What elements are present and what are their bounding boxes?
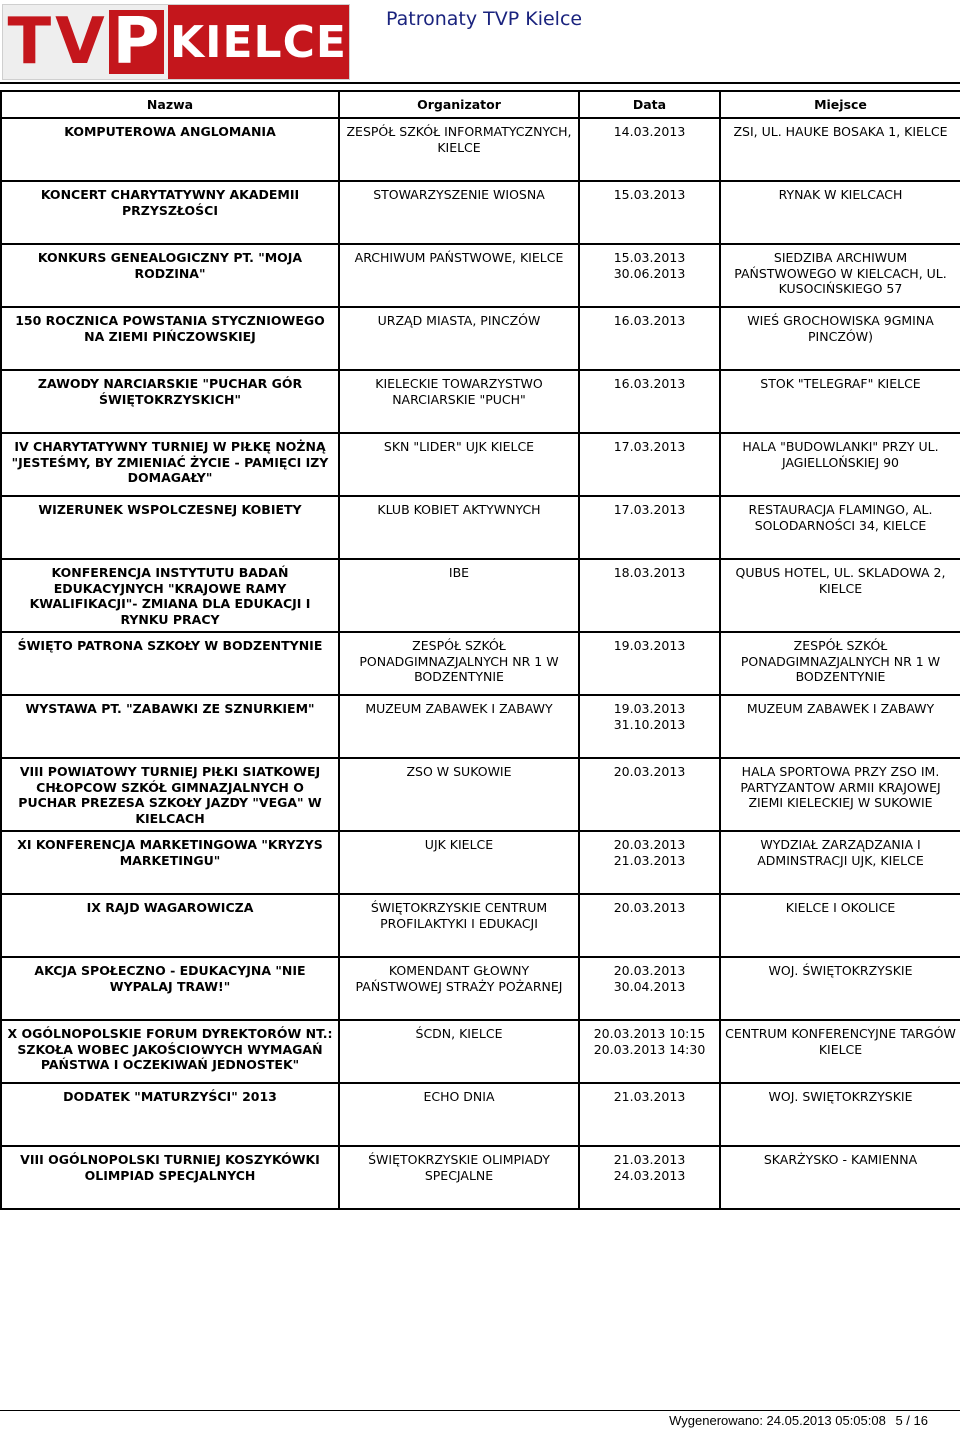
event-name-cell: ŚWIĘTO PATRONA SZKOŁY W BODZENTYNIE: [1, 632, 339, 695]
page-header: [0, 0, 960, 84]
table-row: [1, 1020, 960, 1083]
organizer-cell: ARCHIWUM PAŃSTWOWE, KIELCE: [339, 244, 579, 307]
date-cell: [579, 831, 720, 894]
patronage-table: [0, 90, 960, 1210]
date-value: 18.03.2013: [613, 565, 686, 580]
organizer-cell: ZESPÓŁ SZKÓŁ INFORMATYCZNYCH, KIELCE: [339, 118, 579, 181]
date-cell: [579, 559, 720, 632]
date-cell: [579, 1146, 720, 1209]
generated-timestamp: Wygenerowano: 24.05.2013 05:05:08: [669, 1413, 886, 1428]
column-header-organizer: Organizator: [339, 91, 579, 118]
date-value: 30.06.2013: [613, 265, 686, 281]
date-value: 16.03.2013: [613, 313, 686, 328]
page-title: Patronaty TVP Kielce: [386, 8, 583, 30]
place-cell: RYNAK W KIELCACH: [720, 181, 960, 244]
place-cell: QUBUS HOTEL, UL. SKLADOWA 2, KIELCE: [720, 559, 960, 632]
place-cell: WOJ. ŚWIĘTOKRZYSKIE: [720, 957, 960, 1020]
table-row: [1, 370, 960, 433]
organizer-cell: STOWARZYSZENIE WIOSNA: [339, 181, 579, 244]
event-name-cell: VIII POWIATOWY TURNIEJ PIŁKI SIATKOWEJ CHŁOPCOW SZKÓŁ GIMNAZJALNYCH O PUCHAR PREZESA SZKOŁY JAZDY "VEGA" W KIELCACH: [1, 758, 339, 831]
place-cell: WIEŚ GROCHOWISKA 9GMINA PINCZÓW): [720, 307, 960, 370]
table-row: [1, 957, 960, 1020]
date-value: 17.03.2013: [613, 502, 686, 517]
date-value: 19.03.2013: [613, 638, 686, 653]
date-cell: [579, 181, 720, 244]
organizer-cell: KOMENDANT GŁOWNY PAŃSTWOWEJ STRAŻY POŻARNEJ: [339, 957, 579, 1020]
date-cell: [579, 496, 720, 559]
date-value: 21.03.2013: [613, 1152, 686, 1167]
organizer-cell: KIELECKIE TOWARZYSTWO NARCIARSKIE "PUCH": [339, 370, 579, 433]
date-cell: [579, 118, 720, 181]
date-value: 19.03.2013: [613, 701, 686, 716]
organizer-cell: IBE: [339, 559, 579, 632]
date-cell: [579, 244, 720, 307]
place-cell: ZSI, UL. HAUKE BOSAKA 1, KIELCE: [720, 118, 960, 181]
column-header-place: Miejsce: [720, 91, 960, 118]
place-cell: CENTRUM KONFERENCYJNE TARGÓW KIELCE: [720, 1020, 960, 1083]
table-row: [1, 831, 960, 894]
tvp-logo-mark: T V P: [3, 5, 168, 79]
organizer-cell: ECHO DNIA: [339, 1083, 579, 1146]
event-name-cell: WIZERUNEK WSPOLCZESNEJ KOBIETY: [1, 496, 339, 559]
date-value: 20.03.2013 14:30: [593, 1041, 706, 1057]
organizer-cell: URZĄD MIASTA, PINCZÓW: [339, 307, 579, 370]
event-name-cell: WYSTAWA PT. "ZABAWKI ZE SZNURKIEM": [1, 695, 339, 758]
date-value: 30.04.2013: [613, 978, 686, 994]
tvp-kielce-logo: [2, 4, 350, 80]
date-value: 20.03.2013: [613, 963, 686, 978]
table-row: [1, 695, 960, 758]
place-cell: SIEDZIBA ARCHIWUM PAŃSTWOWEGO W KIELCACH, UL. KUSOCIŃSKIEGO 57: [720, 244, 960, 307]
date-value: 16.03.2013: [613, 376, 686, 391]
table-row: [1, 307, 960, 370]
event-name-cell: KOMPUTEROWA ANGLOMANIA: [1, 118, 339, 181]
date-cell: [579, 1083, 720, 1146]
event-name-cell: KONKURS GENEALOGICZNY PT. "MOJA RODZINA": [1, 244, 339, 307]
column-header-date: Data: [579, 91, 720, 118]
date-cell: [579, 758, 720, 831]
date-value: 21.03.2013: [613, 852, 686, 868]
table-row: [1, 632, 960, 695]
table-row: [1, 1146, 960, 1209]
header-divider: [0, 82, 960, 84]
date-cell: [579, 1020, 720, 1083]
date-cell: [579, 894, 720, 957]
place-cell: HALA SPORTOWA PRZY ZSO IM. PARTYZANTOW ARMII KRAJOWEJ ZIEMI KIELECKIEJ W SUKOWIE: [720, 758, 960, 831]
place-cell: HALA "BUDOWLANKI" PRZY UL. JAGIELLOŃSKIEJ 90: [720, 433, 960, 496]
event-name-cell: IX RAJD WAGAROWICZA: [1, 894, 339, 957]
event-name-cell: KONFERENCJA INSTYTUTU BADAŃ EDUKACYJNYCH "KRAJOWE RAMY KWALIFIKACJI"- ZMIANA DLA EDUKACJI I RYNKU PRACY: [1, 559, 339, 632]
date-value: 17.03.2013: [613, 439, 686, 454]
table-row: [1, 559, 960, 632]
date-value: 21.03.2013: [613, 1089, 686, 1104]
date-cell: [579, 370, 720, 433]
date-cell: [579, 695, 720, 758]
table-row: [1, 244, 960, 307]
event-name-cell: AKCJA SPOŁECZNO - EDUKACYJNA "NIE WYPALAJ TRAW!": [1, 957, 339, 1020]
organizer-cell: KLUB KOBIET AKTYWNYCH: [339, 496, 579, 559]
date-value: 20.03.2013 10:15: [593, 1026, 706, 1041]
date-value: 24.03.2013: [613, 1167, 686, 1183]
date-value: 15.03.2013: [613, 187, 686, 202]
table-row: [1, 894, 960, 957]
organizer-cell: ŚWIĘTOKRZYSKIE OLIMPIADY SPECJALNE: [339, 1146, 579, 1209]
table-row: [1, 1083, 960, 1146]
organizer-cell: ZESPÓŁ SZKÓŁ PONADGIMNAZJALNYCH NR 1 W BODZENTYNIE: [339, 632, 579, 695]
organizer-cell: MUZEUM ZABAWEK I ZABAWY: [339, 695, 579, 758]
place-cell: ZESPÓŁ SZKÓŁ PONADGIMNAZJALNYCH NR 1 W BODZENTYNIE: [720, 632, 960, 695]
event-name-cell: ZAWODY NARCIARSKIE "PUCHAR GÓR ŚWIĘTOKRZYSKICH": [1, 370, 339, 433]
date-value: 15.03.2013: [613, 250, 686, 265]
organizer-cell: UJK KIELCE: [339, 831, 579, 894]
date-value: 14.03.2013: [613, 124, 686, 139]
event-name-cell: DODATEK "MATURZYŚCI" 2013: [1, 1083, 339, 1146]
place-cell: KIELCE I OKOLICE: [720, 894, 960, 957]
organizer-cell: ZSO W SUKOWIE: [339, 758, 579, 831]
date-cell: [579, 632, 720, 695]
table-row: [1, 433, 960, 496]
place-cell: WYDZIAŁ ZARZĄDZANIA I ADMINSTRACJI UJK, KIELCE: [720, 831, 960, 894]
date-cell: [579, 307, 720, 370]
column-header-name: Nazwa: [1, 91, 339, 118]
event-name-cell: 150 ROCZNICA POWSTANIA STYCZNIOWEGO NA ZIEMI PIŃCZOWSKIEJ: [1, 307, 339, 370]
page-number: 5 / 16: [895, 1413, 928, 1428]
kielce-logo-word: KIELCE: [168, 5, 349, 79]
place-cell: STOK "TELEGRAF" KIELCE: [720, 370, 960, 433]
table-row: [1, 118, 960, 181]
place-cell: WOJ. SWIĘTOKRZYSKIE: [720, 1083, 960, 1146]
place-cell: MUZEUM ZABAWEK I ZABAWY: [720, 695, 960, 758]
organizer-cell: ŚWIĘTOKRZYSKIE CENTRUM PROFILAKTYKI I EDUKACJI: [339, 894, 579, 957]
date-cell: [579, 957, 720, 1020]
table-row: [1, 181, 960, 244]
place-cell: RESTAURACJA FLAMINGO, AL. SOLODARNOŚCI 34, KIELCE: [720, 496, 960, 559]
event-name-cell: KONCERT CHARYTATYWNY AKADEMII PRZYSZŁOŚCI: [1, 181, 339, 244]
date-value: 31.10.2013: [613, 716, 686, 732]
table-row: [1, 758, 960, 831]
place-cell: SKARŻYSKO - KAMIENNA: [720, 1146, 960, 1209]
organizer-cell: SKN "LIDER" UJK KIELCE: [339, 433, 579, 496]
footer-divider: [0, 1410, 960, 1411]
table-body: [1, 118, 960, 1209]
date-value: 20.03.2013: [613, 837, 686, 852]
table-row: [1, 496, 960, 559]
date-value: 20.03.2013: [613, 764, 686, 779]
organizer-cell: ŚCDN, KIELCE: [339, 1020, 579, 1083]
event-name-cell: IV CHARYTATYWNY TURNIEJ W PIŁKĘ NOŻNĄ "JESTEŚMY, BY ZMIENIAĆ ŻYCIE - PAMIĘCI IZY DOMAGAŁY": [1, 433, 339, 496]
event-name-cell: XI KONFERENCJA MARKETINGOWA "KRYZYS MARKETINGU": [1, 831, 339, 894]
page-footer: [663, 1413, 928, 1428]
date-value: 20.03.2013: [613, 900, 686, 915]
table-header-row: [1, 91, 960, 118]
event-name-cell: X OGÓLNOPOLSKIE FORUM DYREKTORÓW NT.: SZKOŁA WOBEC JAKOŚCIOWYCH WYMAGAŃ PAŃSTWA I OCZEKIWAŃ JEDNOSTEK": [1, 1020, 339, 1083]
date-cell: [579, 433, 720, 496]
event-name-cell: VIII OGÓLNOPOLSKI TURNIEJ KOSZYKÓWKI OLIMPIAD SPECJALNYCH: [1, 1146, 339, 1209]
